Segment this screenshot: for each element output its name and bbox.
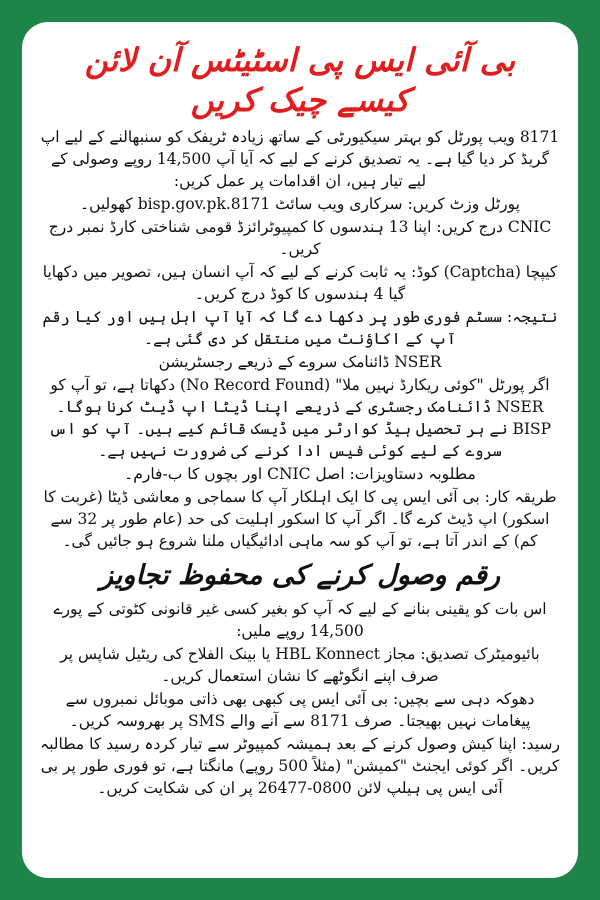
tip-avoid-fraud: دھوکہ دہی سے بچیں: بی آئی ایس پی کبھی بھی ذاتی موبائل نمبروں سے پیغامات نہیں بھیجتا۔ صرف 8171 سے آنے والے SMS پر بھروسہ کریں۔ bbox=[65, 690, 535, 730]
intro-section bbox=[22, 126, 578, 552]
tips-intro: اس بات کو یقینی بنانے کے لیے کہ آپ کو بغیر کسی غیر قانونی کٹوتی کے پورے 14,500 روپے ملیں: bbox=[53, 600, 547, 640]
step-result: نتیجہ: سسٹم فوری طور پر دکھا دے گا کہ آیا آپ اہل ہیں اور کیا رقم آپ کے اکاؤنٹ میں منتقل کر دی گئی ہے۔ bbox=[42, 308, 558, 348]
nser-paragraph: اگر پورٹل "کوئی ریکارڈ نہیں ملا" (No Record Found) دکھاتا ہے، تو آپ کو NSER ڈائنامک رجسٹری کے ذریعے اپنا ڈیٹا اپ ڈیٹ کرنا ہوگا۔ BISP نے ہر تحصیل ہیڈ کوارٹر میں ڈیسک قائم کیے ہیں۔ آپ کو اس سروے کے لیے کوئی فیس ادا کرنے کی ضرورت نہیں ہے۔ bbox=[48, 376, 552, 460]
safety-tips-section bbox=[22, 598, 578, 799]
content-card bbox=[22, 22, 578, 878]
page-title: بی آئی ایس پی اسٹیٹس آن لائن کیسے چیک کریں bbox=[84, 41, 516, 119]
intro-paragraph: 8171 ویب پورٹل کو بہتر سیکیورٹی کے ساتھ زیادہ ٹریفک کو سنبھالنے کے لیے اپ گریڈ کر دیا گیا ہے۔ یہ تصدیق کرنے کے لیے کہ آیا آپ 14,500 روپے وصولی کے لیے تیار ہیں، ان اقدامات پر عمل کریں: bbox=[40, 128, 560, 190]
nser-heading: NSER ڈائنامک سروے کے ذریعے رجسٹریشن bbox=[158, 353, 442, 371]
safety-tips-heading: رقم وصول کرنے کی محفوظ تجاویز bbox=[100, 560, 500, 591]
tip-receipt: رسید: اپنا کیش وصول کرنے کے بعد ہمیشہ کمپیوٹر سے تیار کردہ رسید کا مطالبہ کریں۔ اگر کوئی ایجنٹ "کمیشن" (مثلاً 500 روپے) مانگتا ہے، تو فوری طور پر بی آئی ایس پی ہیلپ لائن 0800-26477 پر ان کی شکایت کریں۔ bbox=[40, 735, 560, 797]
procedure-paragraph: طریقہ کار: بی آئی ایس پی کا ایک اہلکار آپ کا سماجی و معاشی ڈیٹا (غربت کا اسکور) اپ ڈیٹ کرے گا۔ اگر آپ کا اسکور اہلیت کی حد (عام طور پر 32 سے کم) کے اندر آتا ہے، تو آپ کو سہ ماہی ادائیگیاں ملنا شروع ہو جائیں گی۔ bbox=[43, 488, 557, 550]
step-captcha: کیپچا (Captcha) کوڈ: یہ ثابت کرنے کے لیے کہ آپ انسان ہیں، تصویر میں دکھایا گیا 4 ہندسوں کا کوڈ درج کریں۔ bbox=[42, 263, 558, 303]
step-enter-cnic: CNIC درج کریں: اپنا 13 ہندسوں کا کمپیوٹرائزڈ قومی شناختی کارڈ نمبر درج کریں۔ bbox=[48, 218, 552, 258]
step-visit-portal: پورٹل وزٹ کریں: سرکاری ویب سائٹ bisp.gov.pk.8171 کھولیں۔ bbox=[79, 195, 520, 213]
tip-biometric: بائیومیٹرک تصدیق: مجاز HBL Konnect یا بینک الفلاح کی ریٹیل شاپس پر صرف اپنے انگوٹھے کا نشان استعمال کریں۔ bbox=[60, 645, 540, 685]
required-documents: مطلوبہ دستاویزات: اصل CNIC اور بچوں کا ب-فارم۔ bbox=[124, 465, 476, 483]
